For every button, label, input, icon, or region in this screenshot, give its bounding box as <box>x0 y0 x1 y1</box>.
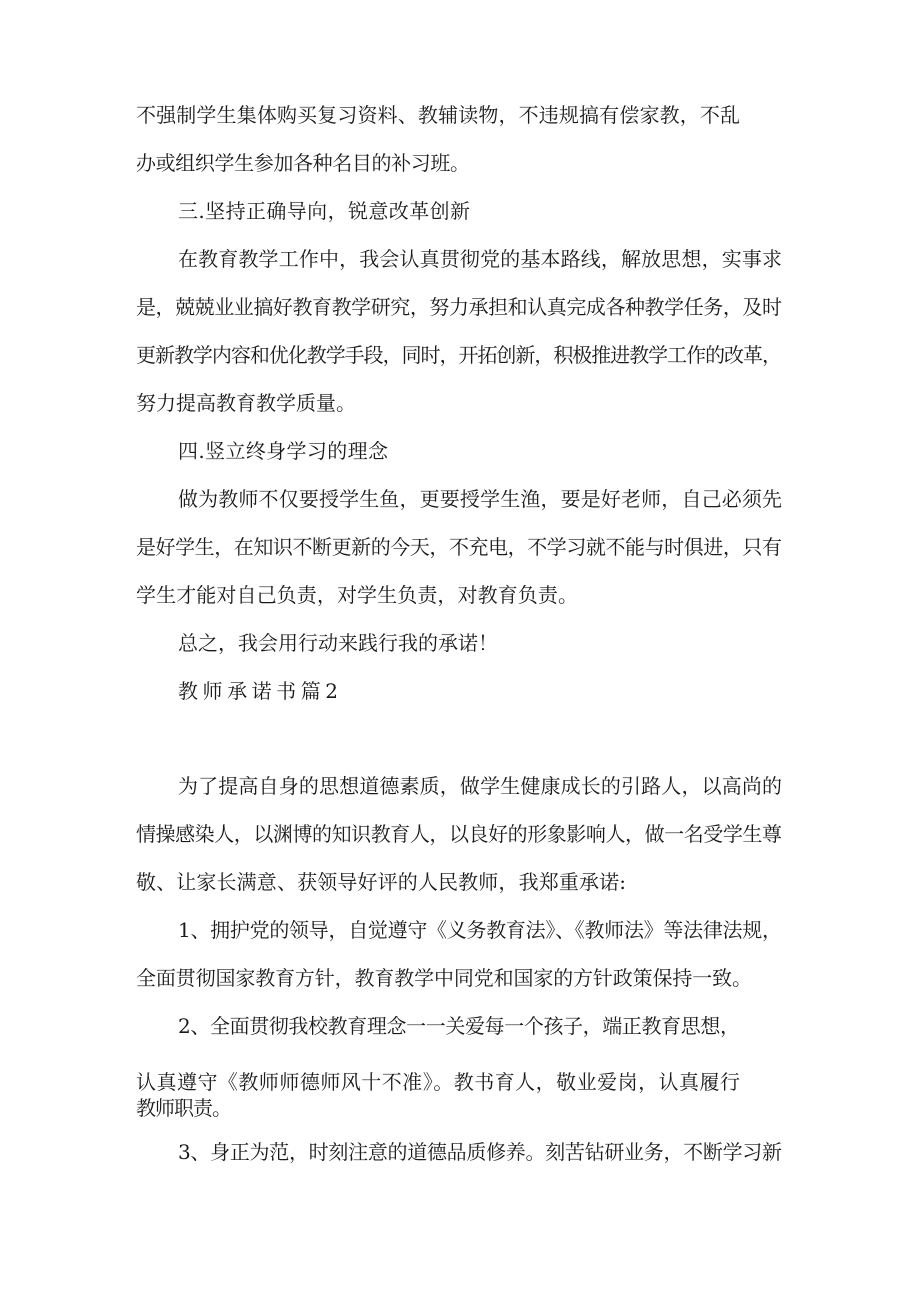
text-line: 办或组织学生参加各种名目的补习班。 <box>136 151 470 175</box>
text-line: 不强制学生集体购买复习资料、教辅读物，不违规搞有偿家教，不乱 <box>136 103 741 127</box>
text-line: 更新教学内容和优化教学手段，同时，开拓创新，积极推进教学工作的改革， <box>136 343 781 367</box>
text-line: 全面贯彻国家教育方针，教育教学中同党和国家的方针政策保持一致。 <box>136 966 752 990</box>
text-line: 为了提高自身的思想道德素质，做学生健康成长的引路人，以高尚的 <box>178 774 783 798</box>
text-line: 是，兢兢业业搞好教育教学研究，努力承担和认真完成各种教学任务，及时 <box>136 295 782 319</box>
section-title: 教师承诺书篇2 <box>178 679 343 703</box>
text-line: 学生才能对自己负责，对学生负责，对教育负责。 <box>136 583 579 607</box>
text-line: 做为教师不仅要授学生鱼，更要授学生渔，要是好老师，自己必须先 <box>178 487 783 511</box>
text-line: 认真遵守《教师师德师风十不准》。教书育人，敬业爱岗，认真履行 <box>136 1070 741 1094</box>
text-line: 情操感染人，以渊博的知识教育人，以良好的形象影响人，做一名受学生尊 <box>136 822 782 846</box>
text-line: 教师职责。 <box>136 1096 231 1120</box>
text-line: 3、身正为范，时刻注意的道德品质修养。刻苦钻研业务，不断学习新 <box>178 1140 782 1164</box>
text-line: 努力提高教育教学质量。 <box>136 391 356 415</box>
text-line: 2、全面贯彻我校教育理念一一关爱每一个孩子，端正教育思想， <box>178 1014 740 1038</box>
section-heading: 三.坚持正确导向，锐意改革创新 <box>178 199 471 223</box>
text-line: 是好学生，在知识不断更新的今天，不充电，不学习就不能与时俱进，只有 <box>136 535 782 559</box>
text-line: 敬、让家长满意、获领导好评的人民教师，我郑重承诺: <box>136 870 627 894</box>
text-line: 在教育教学工作中，我会认真贯彻党的基本路线，解放思想，实事求 <box>178 247 783 271</box>
text-line: 总之，我会用行动来践行我的承诺！ <box>178 631 498 655</box>
section-heading: 四.竖立终身学习的理念 <box>178 439 389 463</box>
text-line: 1、拥护党的领导，自觉遵守《义务教育法》、《教师法》等法律法规， <box>178 918 782 942</box>
